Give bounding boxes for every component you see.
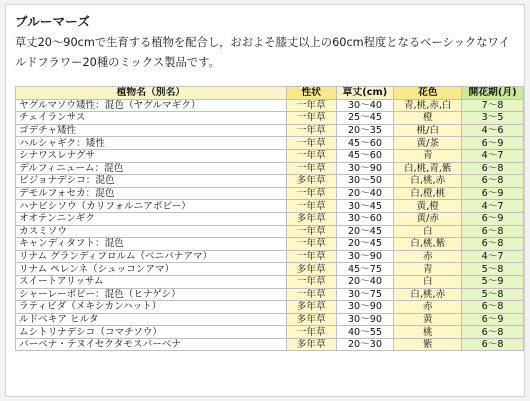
cell-height: 20〜40 — [336, 275, 394, 288]
cell-bloom-period: 6〜8 — [462, 326, 524, 339]
cell-flower-color: 白,桃,紫 — [394, 238, 462, 251]
header-plant-name: 植物名（別名） — [16, 87, 287, 100]
cell-flower-color: 白,桃,赤 — [394, 175, 462, 188]
table-row — [16, 250, 524, 263]
cell-bloom-period: 6〜8 — [462, 238, 524, 251]
table-row — [16, 149, 524, 162]
cell-type: 一年草 — [286, 238, 336, 251]
cell-height: 40〜55 — [336, 326, 394, 339]
cell-bloom-period: 5〜8 — [462, 288, 524, 301]
cell-bloom-period: 6〜9 — [462, 313, 524, 326]
header-height: 草丈(cm) — [336, 87, 394, 100]
table-row — [16, 225, 524, 238]
cell-plant-name: チェイランサス — [16, 112, 287, 125]
cell-plant-name: ハナビシソウ（カリフォルニアポピー） — [16, 200, 287, 213]
cell-type: 多年草 — [286, 338, 336, 351]
table-row — [16, 137, 524, 150]
cell-plant-name: カスミソウ — [16, 225, 287, 238]
header-bloom-period: 開花期(月) — [462, 87, 524, 100]
cell-type: 一年草 — [286, 187, 336, 200]
cell-height: 30〜90 — [336, 162, 394, 175]
cell-flower-color: 白 — [394, 275, 462, 288]
cell-type: 一年草 — [286, 162, 336, 175]
header-flower-color: 花色 — [394, 87, 462, 100]
cell-flower-color: 橙 — [394, 112, 462, 125]
cell-plant-name: シャーレーポピー：混色（ヒナゲシ） — [16, 288, 287, 301]
cell-flower-color: 白,橙,桃 — [394, 187, 462, 200]
cell-plant-name: デルフィニューム：混色 — [16, 162, 287, 175]
table-row — [16, 112, 524, 125]
table-row — [16, 187, 524, 200]
table-row — [16, 338, 524, 351]
cell-plant-name: ビジョナデシコ：混色 — [16, 175, 287, 188]
cell-height: 20〜30 — [336, 338, 394, 351]
cell-type: 一年草 — [286, 326, 336, 339]
cell-type: 一年草 — [286, 250, 336, 263]
cell-bloom-period: 4〜7 — [462, 149, 524, 162]
cell-type: 多年草 — [286, 175, 336, 188]
cell-flower-color: 黄/赤 — [394, 212, 462, 225]
cell-bloom-period: 4〜7 — [462, 200, 524, 213]
table-row — [16, 263, 524, 276]
cell-height: 45〜60 — [336, 137, 394, 150]
cell-flower-color: 白,桃,赤 — [394, 288, 462, 301]
cell-plant-name: シナワスレナグサ — [16, 149, 287, 162]
cell-bloom-period: 3〜5 — [462, 112, 524, 125]
cell-plant-name: デモルフォセカ：混色 — [16, 187, 287, 200]
cell-plant-name: リナム グランディフロルム（ベニバナアマ） — [16, 250, 287, 263]
cell-bloom-period: 6〜8 — [462, 338, 524, 351]
cell-type: 一年草 — [286, 149, 336, 162]
cell-flower-color: 赤 — [394, 301, 462, 314]
cell-height: 30〜45 — [336, 200, 394, 213]
cell-flower-color: 青 — [394, 149, 462, 162]
table-header-row — [16, 87, 524, 100]
cell-flower-color: 青 — [394, 263, 462, 276]
cell-plant-name: ハルシャギク：矮性 — [16, 137, 287, 150]
cell-height: 20〜40 — [336, 187, 394, 200]
cell-bloom-period: 6〜8 — [462, 301, 524, 314]
cell-height: 30〜90 — [336, 301, 394, 314]
table-row — [16, 275, 524, 288]
cell-height: 45〜75 — [336, 263, 394, 276]
table-row — [16, 238, 524, 251]
cell-plant-name: バーベナ・テヌイセクタモスバーベナ — [16, 338, 287, 351]
table-row — [16, 200, 524, 213]
cell-flower-color: 黄,橙 — [394, 200, 462, 213]
product-description: 草丈20〜90cmで生育する植物を配合し，おおよそ膝丈以上の60cm程度となるベーシックなワイルドフラワー20種のミックス製品です。 — [15, 36, 510, 69]
cell-flower-color: 黄/茶 — [394, 137, 462, 150]
cell-flower-color: 桃 — [394, 326, 462, 339]
cell-plant-name: ヤグルマソウ矮性：混色（ヤグルマギク） — [16, 99, 287, 112]
table-row — [16, 175, 524, 188]
table-row — [16, 162, 524, 175]
table-row — [16, 313, 524, 326]
cell-height: 20〜35 — [336, 124, 394, 137]
cell-plant-name: ゴデチャ矮性 — [16, 124, 287, 137]
cell-type: 一年草 — [286, 137, 336, 150]
cell-flower-color: 桃/白 — [394, 124, 462, 137]
cell-type: 多年草 — [286, 301, 336, 314]
cell-type: 一年草 — [286, 288, 336, 301]
cell-type: 一年草 — [286, 112, 336, 125]
cell-height: 20〜45 — [336, 238, 394, 251]
table-body — [16, 99, 524, 351]
cell-height: 30〜90 — [336, 313, 394, 326]
cell-height: 45〜60 — [336, 149, 394, 162]
cell-bloom-period: 6〜8 — [462, 175, 524, 188]
table-row — [16, 212, 524, 225]
cell-type: 多年草 — [286, 212, 336, 225]
cell-height: 30〜60 — [336, 212, 394, 225]
cell-height: 30〜50 — [336, 175, 394, 188]
cell-bloom-period: 6〜8 — [462, 225, 524, 238]
cell-height: 25〜45 — [336, 112, 394, 125]
cell-flower-color: 白 — [394, 225, 462, 238]
cell-type: 一年草 — [286, 124, 336, 137]
table-row — [16, 326, 524, 339]
cell-bloom-period: 7〜8 — [462, 99, 524, 112]
table-row — [16, 99, 524, 112]
cell-bloom-period: 6〜9 — [462, 137, 524, 150]
cell-height: 30〜90 — [336, 250, 394, 263]
cell-flower-color: 青,桃,赤,白 — [394, 99, 462, 112]
cell-bloom-period: 6〜9 — [462, 187, 524, 200]
table-row — [16, 301, 524, 314]
content-frame — [5, 4, 525, 397]
cell-type: 一年草 — [286, 225, 336, 238]
cell-flower-color: 黄 — [394, 313, 462, 326]
cell-plant-name: リナム ペレンネ（シュッコンアマ） — [16, 263, 287, 276]
cell-bloom-period: 4〜6 — [462, 124, 524, 137]
table-row — [16, 288, 524, 301]
cell-plant-name: ラティビダ（メキシカンハット） — [16, 301, 287, 314]
cell-height: 30〜40 — [336, 99, 394, 112]
cell-plant-name: ルドベキア ヒルタ — [16, 313, 287, 326]
cell-height: 20〜45 — [336, 225, 394, 238]
page-title: ブルーマーズ — [15, 14, 91, 29]
cell-flower-color: 赤 — [394, 250, 462, 263]
cell-type: 多年草 — [286, 313, 336, 326]
cell-plant-name: ムシトリナデシコ（コマチソウ） — [16, 326, 287, 339]
cell-bloom-period: 4〜7 — [462, 250, 524, 263]
table-row — [16, 124, 524, 137]
cell-bloom-period: 5〜8 — [462, 263, 524, 276]
cell-type: 一年草 — [286, 275, 336, 288]
cell-plant-name: オオテンニンギク — [16, 212, 287, 225]
cell-bloom-period: 5〜9 — [462, 275, 524, 288]
plant-table — [15, 86, 524, 351]
cell-type: 多年草 — [286, 263, 336, 276]
cell-bloom-period: 6〜8 — [462, 162, 524, 175]
cell-flower-color: 紫 — [394, 338, 462, 351]
cell-type: 一年草 — [286, 200, 336, 213]
cell-type: 一年草 — [286, 99, 336, 112]
cell-flower-color: 白,桃,青,紫 — [394, 162, 462, 175]
cell-plant-name: キャンディタフト：混色 — [16, 238, 287, 251]
cell-bloom-period: 6〜9 — [462, 212, 524, 225]
cell-plant-name: スイートアリッサム — [16, 275, 287, 288]
header-type: 性状 — [286, 87, 336, 100]
cell-height: 30〜75 — [336, 288, 394, 301]
